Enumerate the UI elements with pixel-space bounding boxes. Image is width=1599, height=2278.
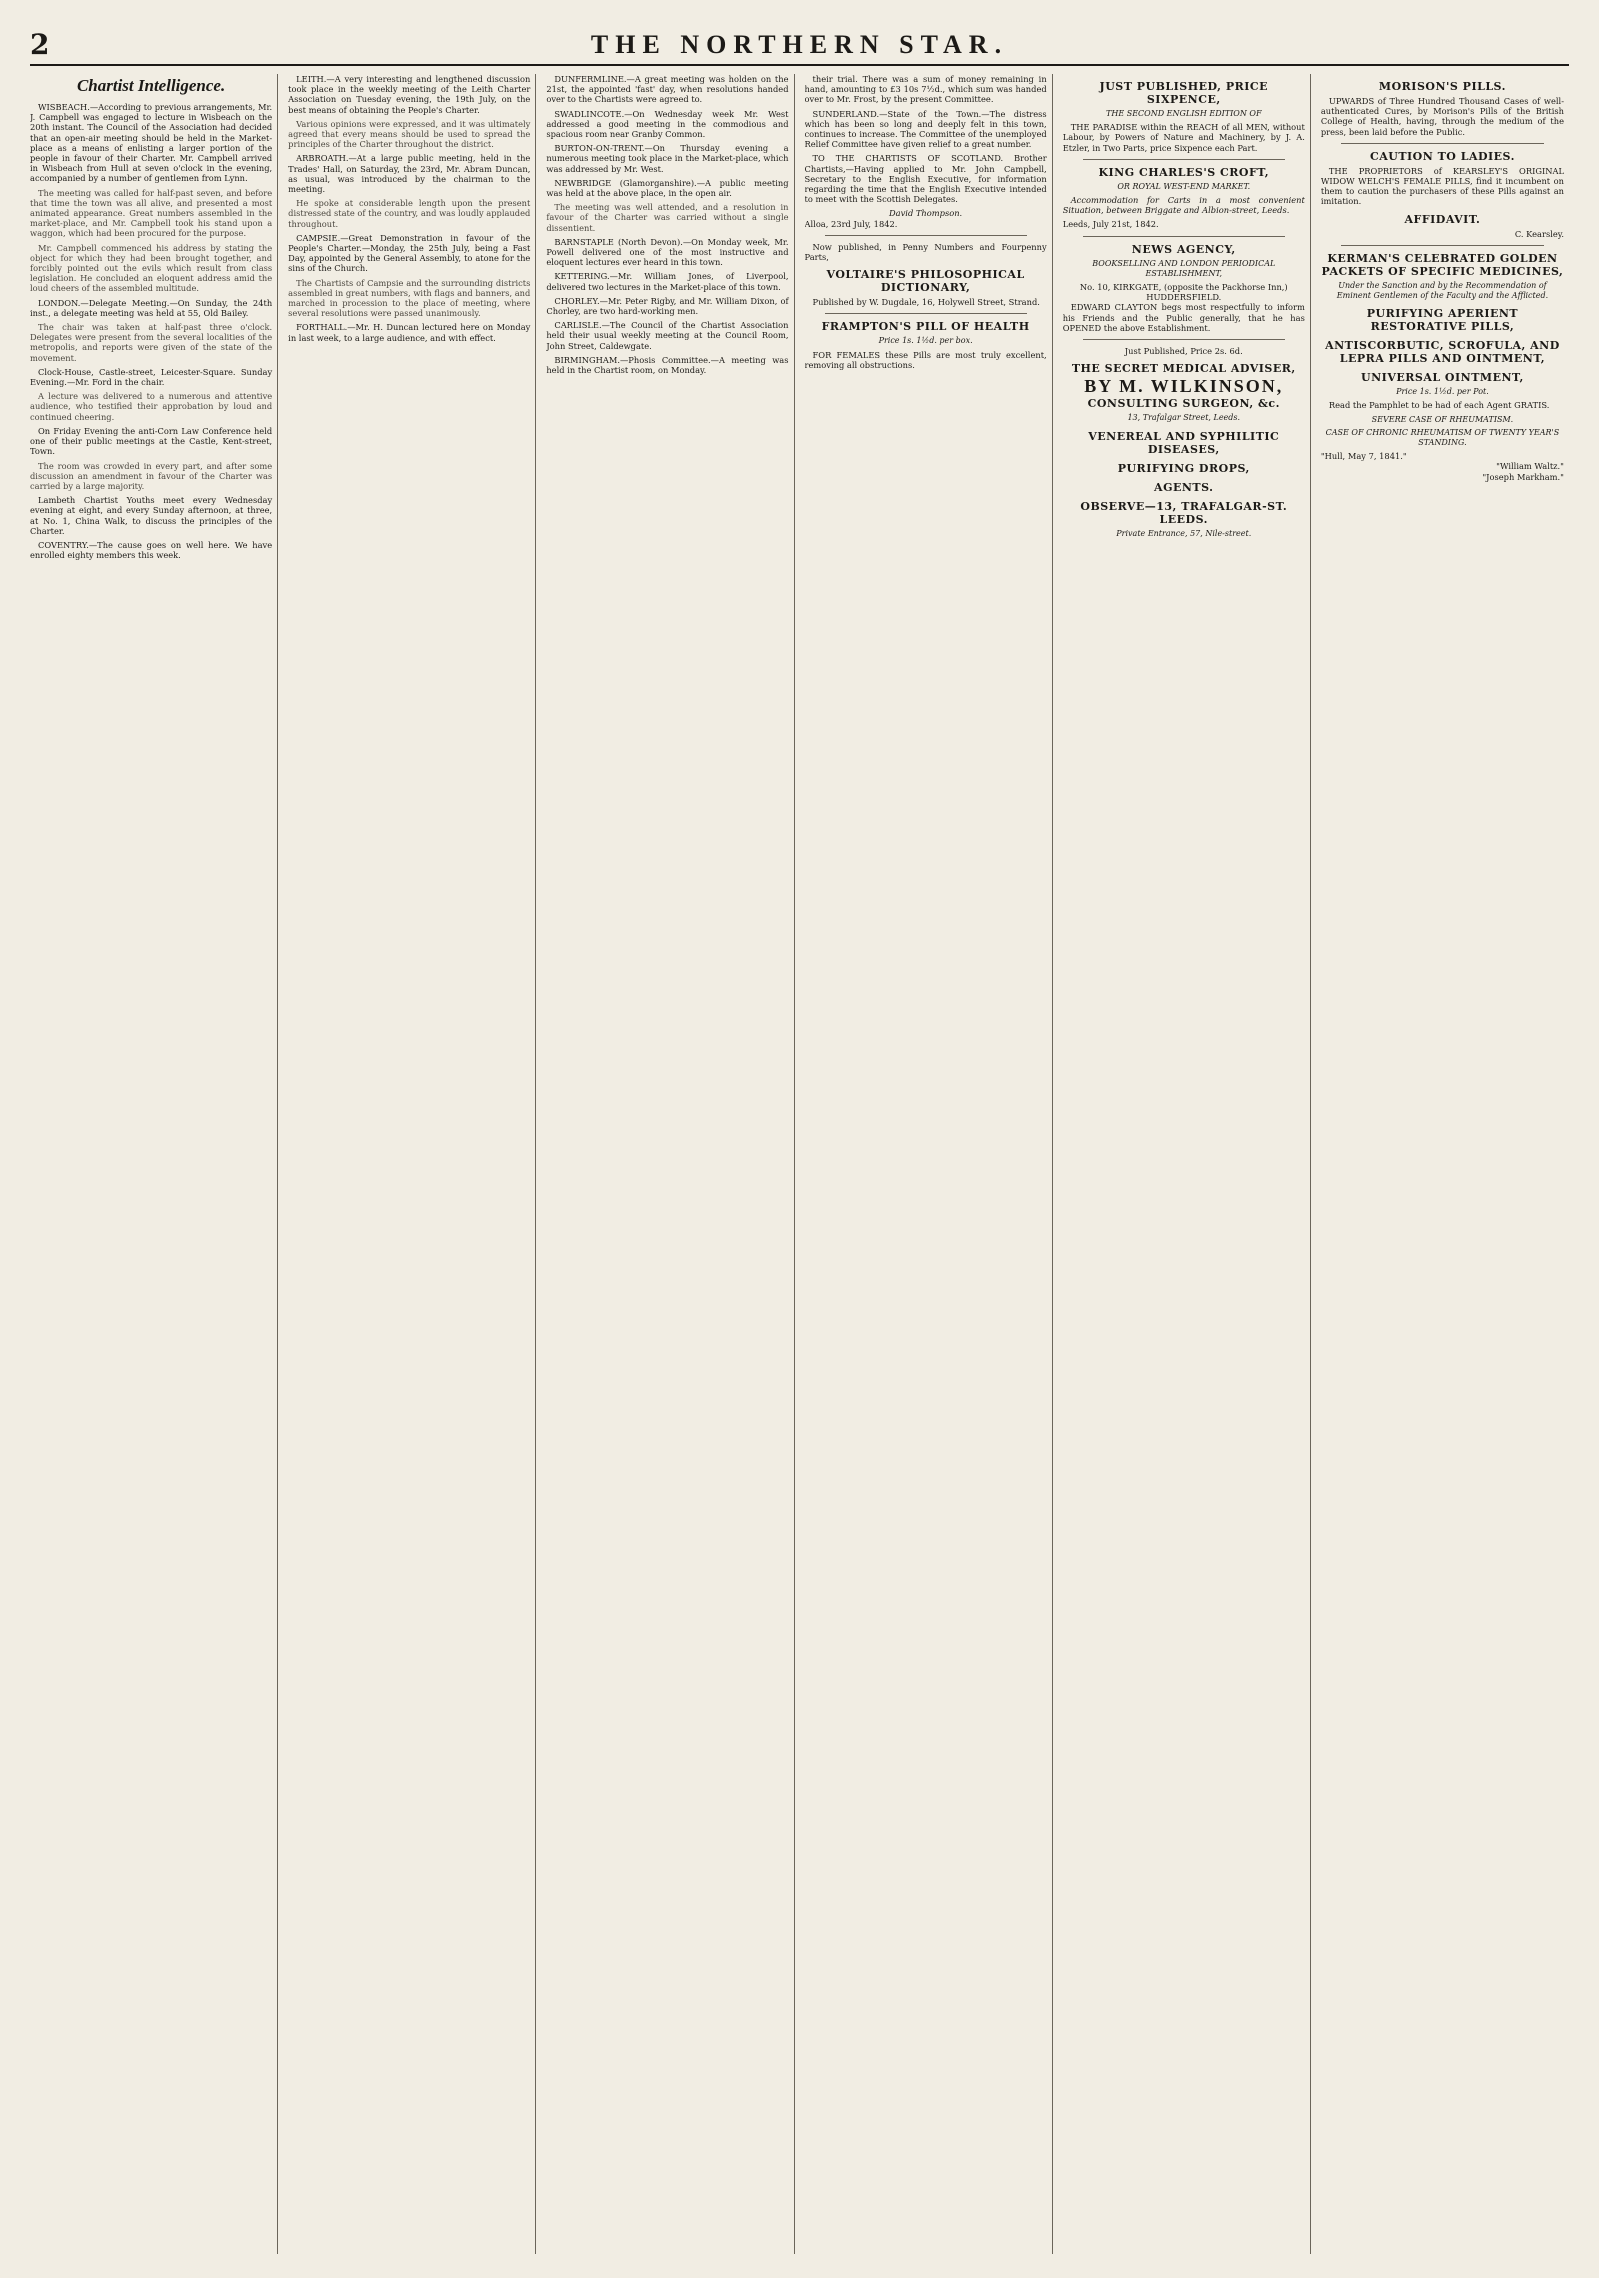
ad-adviser-price: Just Published, Price 2s. 6d. [1124, 346, 1243, 357]
ad-voltaire-publisher: Published by W. Dugdale, 16, Holywell Street, Strand. [812, 297, 1040, 308]
ad-croft-title: KING CHARLES'S CROFT, [1098, 165, 1270, 179]
ad-gratis: Read the Pamphlet to be had of each Agent GRATIS. [1328, 400, 1550, 411]
ad-affidavit-heading: AFFIDAVIT. [1404, 212, 1481, 226]
notice-lambeth: Lambeth Chartist Youths meet every Wednesday evening at eight, and every Sunday afternoon, at three, at No. 1, China Walk, to discuss the principles of the Charter. [30, 495, 273, 536]
divider [1083, 159, 1285, 160]
article-birmingham: BIRMINGHAM.—Phosis Committee.—A meeting was held in the Chartist room, on Monday. [546, 354, 789, 376]
article-body: The meeting was called for half-past seven, and before that time the town was all alive, and presented a most animated appearance. Great numbers assembled in the market-place, and Mr. Campbell took his stand upon a waggon, which had been procured for the purpose. Mr. Campbell commenced his address by stating the object for which they had been brought together, and forcibly pointed out the evils which result from class legislation. He concluded an eloquent address amid the loud cheers of the assembled multitude. [30, 187, 273, 294]
column-4 [805, 74, 1053, 2254]
article-clock-house: Clock-House, Castle-street, Leicester-Square. Sunday Evening.—Mr. Ford in the chair. [30, 366, 273, 388]
letter-signature: David Thompson. [889, 208, 963, 219]
ad-universal-ointment: UNIVERSAL OINTMENT, [1361, 371, 1524, 385]
ad-news-sub: BOOKSELLING AND LONDON PERIODICAL ESTABLISHMENT, [1092, 258, 1276, 278]
ad-severe-case: SEVERE CASE OF RHEUMATISM. [1371, 414, 1514, 424]
ad-news-address: No. 10, KIRKGATE, (opposite the Packhorse Inn,) HUDDERSFIELD. [1079, 282, 1288, 303]
ad-adviser-title: THE SECRET MEDICAL ADVISER, [1071, 362, 1296, 376]
ad-croft-sub: OR ROYAL WEST-END MARKET. [1117, 181, 1251, 191]
ad-markham-signature: "Joseph Markham." [1482, 471, 1565, 482]
ad-paradise-text: THE PARADISE within the REACH of all MEN, without Labour, by Powers of Nature and Machinery, by J. A. Etzler, in Two Parts, price Sixpence each Part. [1062, 122, 1305, 153]
divider [825, 313, 1027, 314]
column-6 [1321, 74, 1569, 2254]
ad-croft-text: Accommodation for Carts in a most convenient Situation, between Briggate and Albion-street, Leeds. [1062, 195, 1305, 216]
ad-voltaire-intro: Now published, in Penny Numbers and Fourpenny Parts, [804, 241, 1047, 263]
article-sunderland: SUNDERLAND.—State of the Town.—The distress which has been so long and deeply felt in this town, continues to increase. The Committee of the unemployed Relief Committee have given relief to a great number. [804, 108, 1047, 150]
ad-wilkinson-name: BY M. WILKINSON, [1084, 376, 1284, 397]
column-1 [30, 74, 278, 2254]
article-coventry: COVENTRY.—The cause goes on well here. We have enrolled eighty members this week. [30, 539, 273, 561]
ad-croft-date: Leeds, July 21st, 1842. [1062, 219, 1159, 230]
column-3 [546, 74, 794, 2254]
article-body: The chair was taken at half-past three o'clock. Delegates were present from the several localities of the metropolis, and reports were given of the state of the movement. [30, 322, 273, 363]
divider [1083, 236, 1285, 237]
article-london: LONDON.—Delegate Meeting.—On Sunday, the 24th inst., a delegate meeting was held at 55, Old Bailey. [30, 297, 273, 318]
ad-paradise-sub: THE SECOND ENGLISH EDITION OF [1106, 109, 1262, 118]
ad-news-title: NEWS AGENCY, [1131, 242, 1236, 256]
article-arbroath: ARBROATH.—At a large public meeting, held in the Trades' Hall, on Saturday, the 23rd, Mr. Abram Duncan, as usual, was introduced by the chairman to the meeting. [288, 153, 531, 195]
ad-private-entrance: Private Entrance, 57, Nile-street. [1116, 528, 1252, 538]
ad-kerman-title: KERMAN'S CELEBRATED GOLDEN PACKETS OF SPECIFIC MEDICINES, [1321, 251, 1564, 278]
ad-wilkinson-title: CONSULTING SURGEON, &c. [1087, 397, 1280, 411]
article-swadlincote: SWADLINCOTE.—On Wednesday week Mr. West addressed a good meeting in the commodious and spacious room near Granby Common. [546, 108, 789, 140]
page-header [30, 28, 1569, 66]
article-continued: their trial. There was a sum of money remaining in hand, amounting to £3 10s 7½d., which sum was handed over to Mr. Frost, by the present Committee. [804, 74, 1047, 105]
ad-antiscorbutic: ANTISCORBUTIC, SCROFULA, AND LEPRA PILLS AND OINTMENT, [1325, 339, 1560, 366]
ad-purifying-pills: PURIFYING APERIENT RESTORATIVE PILLS, [1366, 307, 1519, 334]
ad-news-text: EDWARD CLAYTON begs most respectfully to inform his Friends and the Public generally, that he has OPENED the above Establishment. [1062, 302, 1305, 333]
ad-voltaire-title: VOLTAIRE'S PHILOSOPHICAL DICTIONARY, [826, 268, 1025, 295]
newspaper-columns [30, 74, 1569, 2254]
divider [825, 235, 1027, 236]
ad-affidavit-signature: C. Kearsley. [1514, 228, 1565, 239]
ad-waltz-signature: "William Waltz." [1496, 461, 1565, 472]
ad-frampton-title: FRAMPTON'S PILL OF HEALTH [821, 320, 1030, 334]
ad-observe: OBSERVE—13, TRAFALGAR-ST. LEEDS. [1080, 499, 1288, 526]
ad-wilkinson-address: 13, Trafalgar Street, Leeds. [1127, 413, 1241, 423]
article-leith: LEITH.—A very interesting and lengthened discussion took place in the weekly meeting of the Leith Charter Association on Tuesday evening, the 19th July, on the best means of obtaining the People's Charter. [288, 74, 531, 115]
section-title: Chartist Intelligence. [76, 76, 226, 95]
article-body: Various opinions were expressed, and it was ultimately agreed that every means should be used to spread the principles of the Charter throughout the district. [288, 118, 531, 150]
article-body: He spoke at considerable length upon the present distressed state of the country, and was loudly applauded throughout. [288, 198, 531, 229]
article-burton: BURTON-ON-TRENT.—On Thursday evening a numerous meeting took place in the Market-place, which was addressed by Mr. West. [546, 143, 789, 174]
ad-chronic-case: CASE OF CHRONIC RHEUMATISM OF TWENTY YEAR'S STANDING. [1325, 427, 1560, 448]
ad-frampton-price: Price 1s. 1½d. per box. [878, 336, 973, 346]
article-chorley: CHORLEY.—Mr. Peter Rigby, and Mr. William Dixon, of Chorley, are two hard-working men. [546, 295, 789, 317]
letter-place-date: Alloa, 23rd July, 1842. [804, 218, 898, 229]
article-conference: On Friday Evening the anti-Corn Law Conference held one of their public meetings at the Castle, Kent-street, Town. [30, 425, 273, 457]
article-forthall: FORTHALL.—Mr. H. Duncan lectured here on Monday in last week, to a large audience, and with effect. [288, 322, 531, 343]
article-body: The room was crowded in every part, and after some discussion an amendment in favour of the Charter was carried by a large majority. [30, 460, 273, 491]
ad-morison-text: UPWARDS of Three Hundred Thousand Cases of well-authenticated Cures, by Morison's Pills of the British College of Health, having, through the medium of the press, been laid before the Public. [1320, 96, 1565, 137]
divider [1341, 245, 1544, 246]
article-newbridge: NEWBRIDGE (Glamorganshire).—A public meeting was held at the above place, in the open air. [546, 177, 789, 199]
article-wisbeach: WISBEACH.—According to previous arrangements, Mr. J. Campbell was engaged to lecture in Wisbeach on the 20th instant. The Council of the Association had decided that an open-air meeting should be held in the Market-place as a means of enlisting a larger portion of the people in favour of their Charter. Mr. Campbell arrived in Wisbeach from Hull at seven o'clock in the evening, accompanied by a number of gentlemen from Lynn. [30, 102, 273, 184]
ad-purifying-drops: PURIFYING DROPS, [1117, 461, 1250, 475]
column-2 [288, 74, 536, 2254]
ad-paradise-head: JUST PUBLISHED, PRICE SIXPENCE, [1099, 80, 1269, 106]
article-barnstaple: BARNSTAPLE (North Devon).—On Monday week, Mr. Powell delivered one of the most instructive and eloquent lectures ever heard in this town. [546, 236, 789, 268]
ad-morison-title: MORISON'S PILLS. [1378, 80, 1506, 93]
ad-agents-heading: AGENTS. [1154, 480, 1214, 494]
ad-caution-text: THE PROPRIETORS of KEARSLEY'S ORIGINAL WIDOW WELCH'S FEMALE PILLS, find it incumbent on them to caution the purchasers of these Pills against an imitation. [1320, 165, 1565, 207]
ad-caution-title: CAUTION TO LADIES. [1369, 149, 1515, 163]
article-kettering: KETTERING.—Mr. William Jones, of Liverpool, delivered two lectures in the Market-place of this town. [546, 271, 789, 292]
article-body: The Chartists of Campsie and the surrounding districts assembled in great numbers, with flags and banners, and marched in procession to the place of meeting, where several resolutions were passed unanimously. [288, 277, 531, 319]
column-5 [1063, 74, 1311, 2254]
article-dunfermline: DUNFERMLINE.—A great meeting was holden on the 21st, the appointed 'fast' day, when resolutions handed over to the Chartists were agreed to. [546, 74, 789, 105]
ad-hull-date: "Hull, May 7, 1841." [1320, 451, 1407, 462]
article-body: A lecture was delivered to a numerous and attentive audience, who testified their approbation by loud and continued cheering. [30, 391, 273, 422]
page-number: 2 [30, 28, 50, 61]
ad-frampton-females: FOR FEMALES these Pills are most truly excellent, removing all obstructions. [804, 349, 1047, 370]
ad-kerman-sub: Under the Sanction and by the Recommendation of Eminent Gentlemen of the Faculty and the Afflicted. [1336, 280, 1549, 301]
divider [1083, 339, 1285, 340]
masthead: THE NORTHERN STAR. [590, 30, 1009, 59]
letter-scotland: TO THE CHARTISTS OF SCOTLAND. Brother Chartists,—Having applied to Mr. John Campbell, Secretary to the English Executive, for information regarding the time that the English Executive intended to meet with the Scottish Delegates. [804, 153, 1047, 205]
divider [1341, 143, 1544, 144]
ad-wilkinson-diseases: VENEREAL AND SYPHILITIC DISEASES, [1088, 429, 1280, 456]
ad-universal-price: Price 1s. 1½d. per Pot. [1396, 387, 1489, 397]
article-carlisle: CARLISLE.—The Council of the Chartist Association held their usual weekly meeting at the Council Room, John Street, Caldewgate. [546, 320, 789, 351]
article-campsie: CAMPSIE.—Great Demonstration in favour of the People's Charter.—Monday, the 25th July, being a Fast Day, appointed by the General Assembly, to atone for the sins of the Church. [288, 232, 531, 274]
article-body: The meeting was well attended, and a resolution in favour of the Charter was carried without a single dissentient. [546, 202, 789, 233]
